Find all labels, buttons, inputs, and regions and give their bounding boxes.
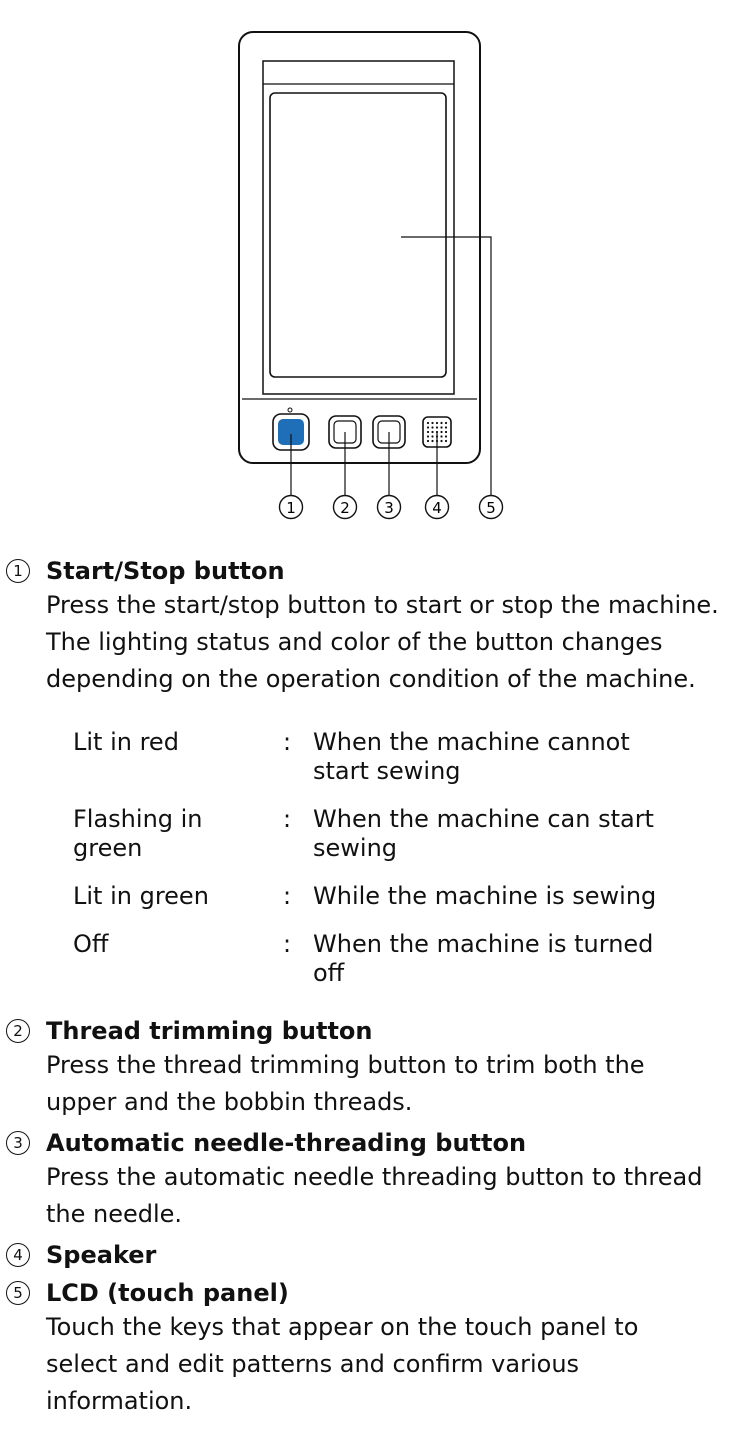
item-title: Start/Stop button (46, 557, 285, 585)
item-description: Press the automatic needle threading button to thread the needle. (46, 1163, 703, 1228)
item-start-stop (0, 555, 746, 698)
item-lcd (0, 1277, 746, 1420)
status-state: Flashing in green (73, 805, 203, 862)
callout-5 (480, 496, 503, 519)
status-state: Lit in red (73, 728, 179, 756)
item-number: 2 (6, 1019, 30, 1043)
status-row (73, 805, 656, 882)
item-thread-trimming (0, 1015, 746, 1121)
callout-4 (426, 496, 449, 519)
status-meaning: When the machine cannot start sewing (313, 728, 630, 785)
svg-text:1: 1 (286, 499, 296, 517)
status-meaning: While the machine is sewing (313, 882, 657, 910)
item-description: Press the thread trimming button to trim both the upper and the bobbin threads. (46, 1051, 645, 1116)
component-list (0, 555, 746, 1420)
callout-1 (280, 496, 303, 519)
status-separator: : (283, 882, 292, 910)
item-title: Automatic needle-threading button (46, 1129, 527, 1157)
status-row (73, 882, 656, 930)
item-title: LCD (touch panel) (46, 1279, 289, 1307)
control-panel-diagram (0, 0, 746, 530)
item-title: Speaker (46, 1241, 157, 1269)
svg-text:5: 5 (486, 499, 496, 517)
status-separator: : (283, 930, 292, 958)
status-row (73, 728, 656, 805)
status-state: Lit in green (73, 882, 209, 910)
status-meaning: When the machine can start sewing (313, 805, 654, 862)
indicator-dot (288, 408, 292, 412)
item-title: Thread trimming button (46, 1017, 373, 1045)
item-description: Press the start/stop button to start or stop the machine. The lighting status and color of the button changes depending on the operation condition of the machine. (46, 591, 719, 693)
item-number: 5 (6, 1281, 30, 1305)
svg-text:3: 3 (384, 499, 394, 517)
lcd-screen[interactable] (270, 93, 446, 377)
status-meaning: When the machine is turned off (313, 930, 654, 987)
status-separator: : (283, 728, 292, 756)
button-status-table (73, 728, 656, 1007)
item-number: 3 (6, 1131, 30, 1155)
item-description: Touch the keys that appear on the touch panel to select and edit patterns and confirm various information. (46, 1313, 639, 1415)
callout-2 (334, 496, 357, 519)
item-needle-threading (0, 1127, 746, 1233)
item-speaker (0, 1239, 746, 1271)
status-state: Off (73, 930, 109, 958)
callout-3 (378, 496, 401, 519)
svg-text:2: 2 (340, 499, 350, 517)
status-row (73, 930, 656, 1007)
item-number: 4 (6, 1243, 30, 1267)
svg-text:4: 4 (432, 499, 442, 517)
status-separator: : (283, 805, 292, 833)
item-number: 1 (6, 559, 30, 583)
